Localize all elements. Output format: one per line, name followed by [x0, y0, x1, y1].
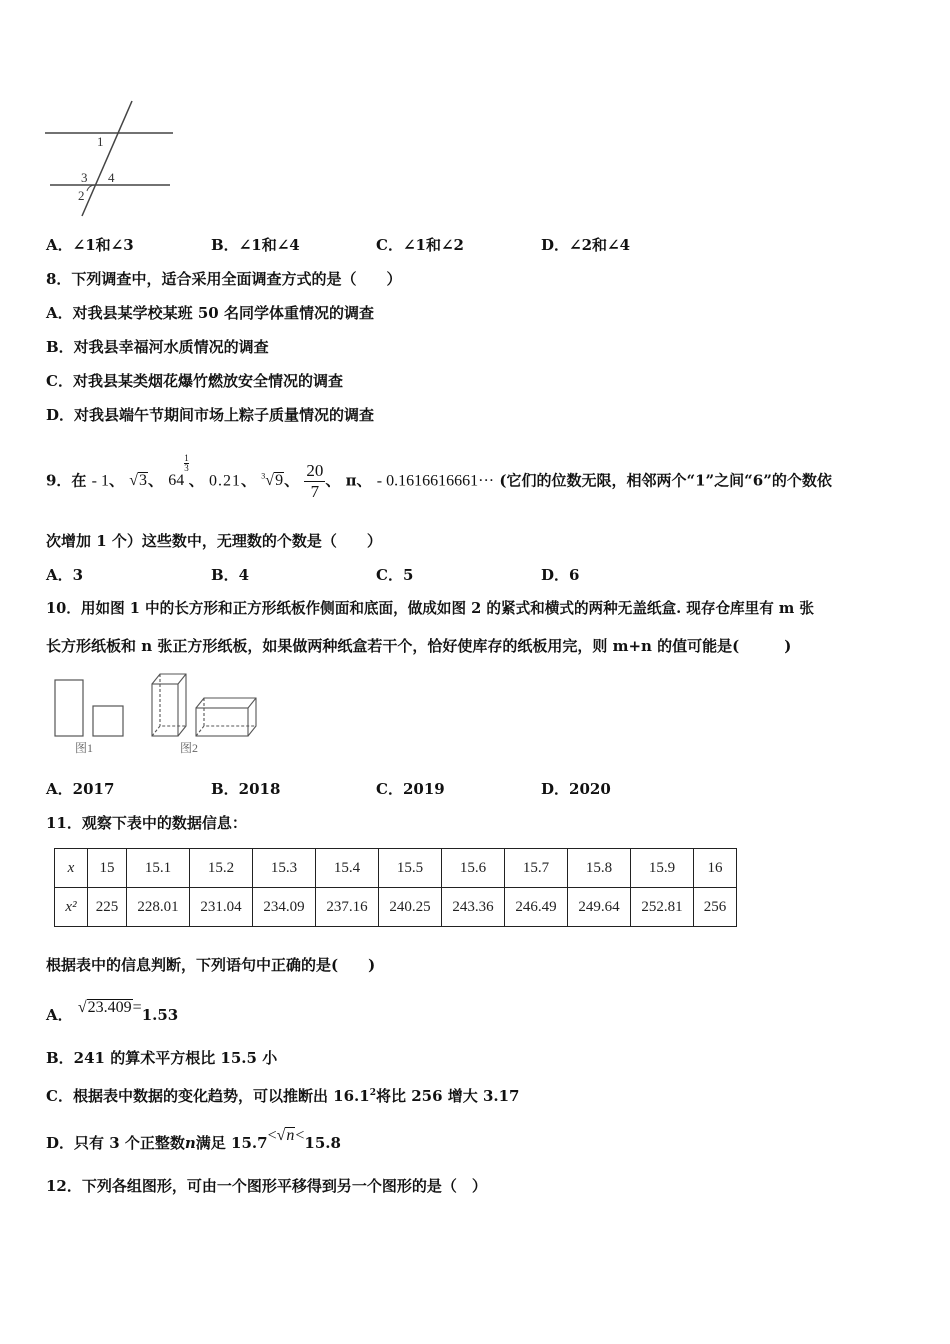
q8-option-d: D．对我县端午节期间市场上粽子质量情况的调查 — [46, 406, 375, 424]
q12-stem: 12．下列各组图形，可由一个图形平移得到另一个图形的是（ ） — [46, 1177, 487, 1195]
q7-option-a: A．∠1和∠3 — [46, 236, 134, 254]
table-row — [55, 849, 737, 888]
q9-sep: 、 — [188, 471, 204, 490]
fig2-vertical-box — [152, 674, 186, 736]
q10-option-d: D．2020 — [541, 780, 611, 798]
table-cell: 15.8 — [568, 849, 631, 888]
q9-repeating-decimal: 0.21 — [209, 472, 242, 490]
q9-pi: π — [345, 471, 357, 490]
q9-line1 — [46, 452, 832, 502]
q9-option-c: C．5 — [376, 566, 414, 584]
q10-line1: 10．用如图 1 中的长方形和正方形纸板作侧面和底面，做成如图 2 的紧式和横式的两种无盖纸盒. 现存仓库里有 m 张 — [46, 600, 815, 617]
q9-option-a: A．3 — [46, 566, 84, 584]
q11-option-a-radical: √23.409 — [77, 999, 132, 1016]
q9-sep: 、 — [325, 471, 341, 490]
transversal-line — [82, 101, 132, 216]
equals-sign: = — [132, 999, 142, 1016]
angle-label-1: 1 — [97, 134, 104, 149]
q11-option-d-radical: √n — [276, 1127, 295, 1144]
q11-option-a — [46, 993, 178, 1023]
table-cell: 15.7 — [505, 849, 568, 888]
table-cell: 228.01 — [127, 888, 190, 927]
q11-data-table — [54, 848, 737, 927]
table-header-x-squared: x² — [55, 888, 88, 927]
q11-option-d: D．只有 3 个正整数n满足 15.7<√n<15.8 — [46, 1127, 341, 1152]
table-cell: 15.3 — [253, 849, 316, 888]
q9-cbrt9: $^3$√9 — [261, 472, 284, 490]
q8-stem: 8．下列调查中，适合采用全面调查方式的是（ ） — [46, 270, 402, 288]
table-cell: 15 — [88, 849, 127, 888]
table-cell: 15.5 — [379, 849, 442, 888]
q7-option-b: B．∠1和∠4 — [211, 236, 300, 254]
q9-tail: (它们的位数无限，相邻两个“1”之间“6”的个数依 — [499, 471, 832, 490]
angle-label-2: 2 — [78, 188, 85, 203]
angle-label-3: 3 — [81, 170, 88, 185]
table-cell: 15.6 — [442, 849, 505, 888]
q9-option-d: D．6 — [541, 566, 580, 584]
table-header-x: x — [55, 849, 88, 888]
q9-neg-one: - 1 — [91, 472, 109, 490]
table-cell: 15.4 — [316, 849, 379, 888]
table-cell: 243.36 — [442, 888, 505, 927]
q11-judge: 根据表中的信息判断，下列语句中正确的是( ) — [46, 956, 376, 974]
table-cell: 15.1 — [127, 849, 190, 888]
q9-sep: 、 — [148, 471, 164, 490]
fig1-square — [93, 706, 123, 736]
q9-option-b: B．4 — [211, 566, 250, 584]
table-cell: 240.25 — [379, 888, 442, 927]
q10-option-a: A．2017 — [46, 780, 115, 798]
q9-sep: 、 — [284, 471, 300, 490]
table-cell: 15.2 — [190, 849, 253, 888]
option-letter: A． — [46, 1006, 73, 1024]
q9-fraction: $\frac{20}{7}$ — [306, 460, 324, 501]
fig1-rectangle — [55, 680, 83, 736]
q7-figure — [40, 98, 185, 223]
q7-option-d: D．∠2和∠4 — [541, 236, 631, 254]
table-cell: 249.64 — [568, 888, 631, 927]
q9-power: 64 $\frac{1}{3}$ — [168, 453, 189, 490]
q7-option-c: C．∠1和∠2 — [376, 236, 464, 254]
q11-option-b: B．241 的算术平方根比 15.5 小 — [46, 1049, 278, 1067]
fig2-horizontal-box — [196, 698, 256, 736]
q9-sqrt3: √3 — [129, 472, 148, 490]
table-cell: 15.9 — [631, 849, 694, 888]
q9-prefix: 9．在 — [46, 471, 87, 490]
q10-figure — [48, 670, 263, 760]
table-row — [55, 888, 737, 927]
q11-option-c: C．根据表中数据的变化趋势，可以推断出 16.1$^2$将比 256 增大 3.17 — [46, 1087, 520, 1105]
table-cell: 237.16 — [316, 888, 379, 927]
q9-line2: 次增加 1 个）这些数中，无理数的个数是（ ） — [46, 532, 382, 550]
table-cell: 246.49 — [505, 888, 568, 927]
table-cell: 234.09 — [253, 888, 316, 927]
q9-sep: 、 — [241, 471, 257, 490]
q8-option-c: C．对我县某类烟花爆竹燃放安全情况的调查 — [46, 372, 343, 390]
q9-sep: 、 — [356, 471, 372, 490]
table-cell: 225 — [88, 888, 127, 927]
q9-long-number: - 0.1616616661··· — [376, 472, 495, 490]
q11-stem: 11．观察下表中的数据信息： — [46, 814, 247, 832]
table-cell: 16 — [694, 849, 737, 888]
angle-label-4: 4 — [108, 170, 115, 185]
q9-sep: 、 — [109, 471, 125, 490]
q8-option-a: A．对我县某学校某班 50 名同学体重情况的调查 — [46, 304, 374, 322]
table-cell: 231.04 — [190, 888, 253, 927]
q10-option-b: B．2018 — [211, 780, 281, 798]
table-cell: 256 — [694, 888, 737, 927]
fig2-label: 图2 — [180, 741, 199, 755]
q11-option-a-value: 1.53 — [141, 1006, 179, 1024]
table-cell: 252.81 — [631, 888, 694, 927]
q8-option-b: B．对我县幸福河水质情况的调查 — [46, 338, 269, 356]
q10-option-c: C．2019 — [376, 780, 445, 798]
fig1-label: 图1 — [75, 741, 94, 755]
q10-line2: 长方形纸板和 n 张正方形纸板，如果做两种纸盒若干个，恰好使库存的纸板用完，则 m+n 的值可能是( ) — [46, 637, 792, 655]
